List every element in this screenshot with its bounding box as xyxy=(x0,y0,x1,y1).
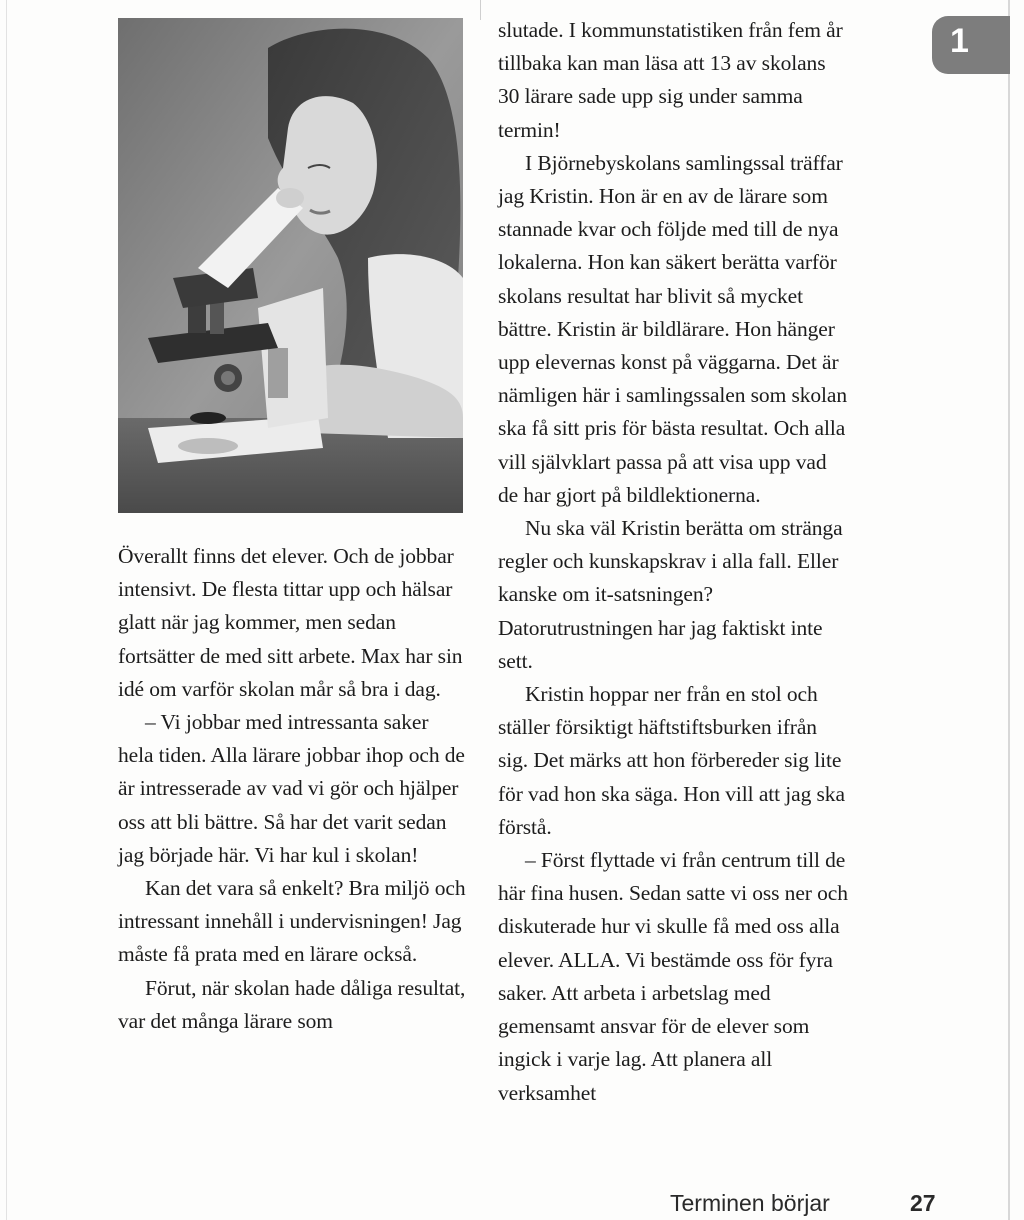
right-text-column xyxy=(498,14,848,1110)
paragraph: Nu ska väl Kristin berätta om stränga regler och kunskapskrav i alla fall. Eller kanske om it-satsningen? Datorutrustningen har jag faktiskt inte sett. xyxy=(498,516,843,673)
photo-girl-microscope xyxy=(118,18,463,513)
paragraph: I Björnebyskolans samlingssal träffar jag Kristin. Hon är en av de lärare som stannade kvar och följde med till de nya lokalerna. Hon kan säkert berätta varför skolans resultat har blivit så mycket bättre. Kristin är bildlärare. Hon hänger upp elevernas konst på väggarna. Det är nämligen här i samlingssalen som skolan ska få sitt pris för bästa resultat. Och alla vill självklart passa på att visa upp vad de har gjort på bildlektionerna. xyxy=(498,150,848,507)
paragraph: slutade. I kommunstatistiken från fem år tillbaka kan man läsa att 13 av skolans 30 lärare sade upp sig under samma termin! xyxy=(498,18,843,142)
photo-illustration xyxy=(118,18,463,513)
paragraph: Förut, när skolan hade dåliga resultat, var det många lärare som xyxy=(118,975,466,1033)
paragraph: – Först flyttade vi från centrum till de här fina husen. Sedan satte vi oss ner och diskuterade hur vi skulle få med oss alla elever. ALLA. Vi bestämde oss för fyra saker. Att arbeta i arbetslag med gemensamt ansvar för de elever som ingick i varje lag. Att planera all verksamhet xyxy=(498,848,848,1105)
page-number: 27 xyxy=(910,1190,936,1216)
chapter-number: 1 xyxy=(950,22,969,60)
paragraph: – Vi jobbar med intressanta saker hela tiden. Alla lärare jobbar ihop och de är intresserade av vad vi gör och hjälper oss att bli bättre. Så har det varit sedan jag började här. Vi har kul i skolan! xyxy=(118,710,465,867)
footer-section-title: Terminen börjar xyxy=(670,1190,830,1216)
gutter-mark xyxy=(480,0,481,20)
page-edge-right xyxy=(1008,0,1010,1220)
page-edge-left xyxy=(6,0,7,1220)
chapter-tab xyxy=(932,16,1010,74)
left-text-column xyxy=(118,540,468,1038)
paragraph: Överallt finns det elever. Och de jobbar intensivt. De flesta tittar upp och hälsar glatt när jag kommer, men sedan fortsätter de med sitt arbete. Max har sin idé om varför skolan mår så bra i dag. xyxy=(118,544,463,701)
paragraph: Kan det vara så enkelt? Bra miljö och intressant innehåll i undervisningen! Jag måste få prata med en lärare också. xyxy=(118,876,466,967)
paragraph: Kristin hoppar ner från en stol och ställer försiktigt häftstiftsburken ifrån sig. Det märks att hon förbereder sig lite för vad hon ska säga. Hon vill att jag ska förstå. xyxy=(498,682,845,839)
